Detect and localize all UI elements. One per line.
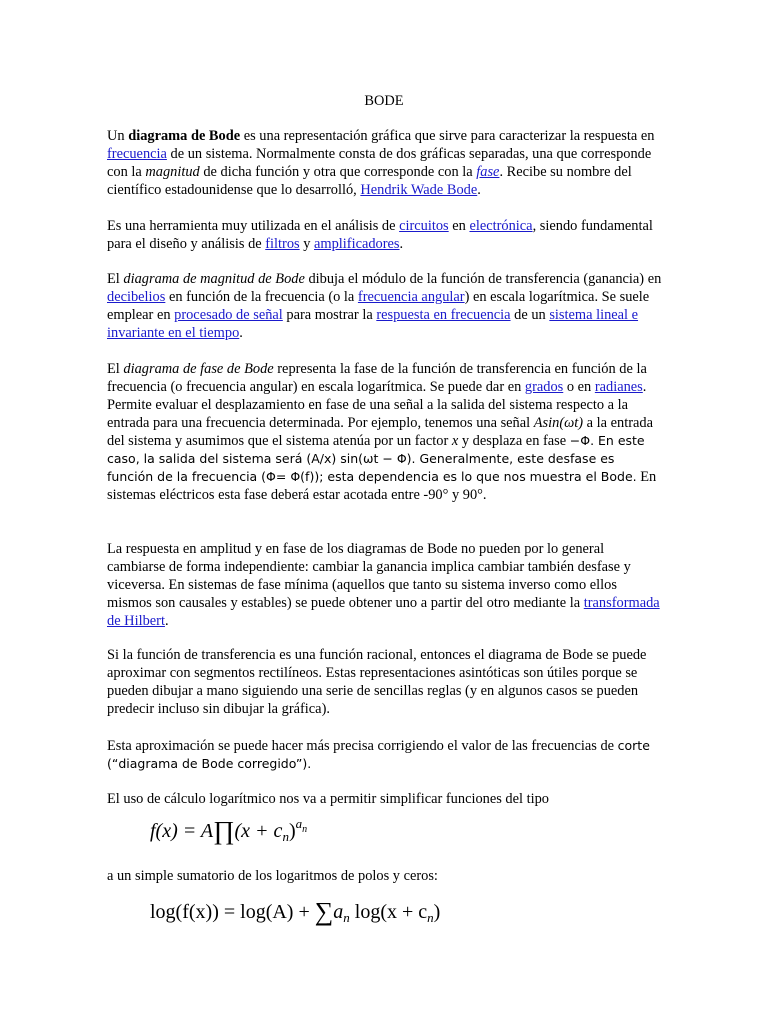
text: en función de la frecuencia (o la: [165, 289, 358, 305]
link-procesado-de-senal[interactable]: procesado de señal: [174, 307, 283, 323]
text: El: [107, 361, 124, 377]
math-variable: x: [451, 433, 459, 449]
text: representa la fase de la función de transferencia en función de la frecuencia (o frecuencia angular) en escala logarítmica. Se puede dar en: [107, 361, 647, 395]
formula-text: a: [333, 901, 344, 923]
paragraph-intro: [107, 127, 663, 199]
term-italic: diagrama de fase de Bode: [123, 361, 274, 377]
link-radianes[interactable]: radianes: [594, 379, 643, 395]
formula-subscript: n: [282, 829, 289, 844]
link-frecuencia-angular[interactable]: frecuencia angular: [357, 289, 465, 305]
text: . Recibe su nombre del científico estadounidense que lo desarrolló,: [107, 164, 632, 198]
text: y desplaza en fase: [458, 433, 570, 449]
text: y: [299, 236, 315, 252]
link-sistema-lti[interactable]: sistema lineal e invariante en el tiempo: [107, 307, 639, 341]
term-italic: diagrama de magnitud de Bode: [123, 271, 305, 287]
text: .: [399, 236, 404, 252]
formula-text: ): [433, 901, 441, 923]
formula-sum: [150, 897, 441, 926]
paragraph-sum: a un simple sumatorio de los logaritmos de polos y ceros:: [107, 868, 438, 884]
paragraph-log: El uso de cálculo logarítmico nos va a permitir simplificar funciones del tipo: [107, 791, 549, 807]
text: es una representación gráfica que sirve para caracterizar la respuesta en: [240, 128, 655, 144]
product-symbol: ∏: [213, 816, 235, 845]
sum-symbol: ∑: [314, 897, 334, 926]
term-bold: diagrama de Bode: [128, 128, 241, 144]
formula-text: f(x) = A: [150, 820, 214, 842]
paragraph-amplitude-phase: [107, 540, 663, 630]
text: .: [477, 182, 481, 198]
text: ) en escala logarítmica. Se suele emplear en: [107, 289, 650, 323]
text: dibuja el módulo de la función de transferencia (ganancia) en: [304, 271, 662, 287]
paragraph-correction: [107, 737, 663, 773]
link-decibelios[interactable]: decibelios: [107, 289, 166, 305]
paragraph-magnitude: [107, 270, 663, 342]
paragraph-asymptotic: Si la función de transferencia es una función racional, entonces el diagrama de Bode se puede aproximar con segmentos rectilíneos. Estas representaciones asintóticas son útiles porque se pueden dibujar a mano siguiendo una serie de sencillas reglas (y en algunos casos se pueden predecir incluso sin dibujar la gráfica).: [107, 647, 647, 717]
link-hendrik-wade-bode[interactable]: Hendrik Wade Bode: [360, 182, 478, 198]
formula-text: log(x + c: [349, 901, 428, 923]
text: a la entrada del sistema y asumimos que el sistema atenúa por un factor: [107, 415, 653, 449]
text: El: [107, 271, 124, 287]
term-italic: magnitud: [145, 164, 200, 180]
link-fase[interactable]: fase: [476, 164, 500, 180]
text: Esta aproximación se puede hacer más precisa corrigiendo el valor de las frecuencias de: [107, 738, 618, 754]
text: . Permite evaluar el desplazamiento en fase de una señal a la salida del sistema respecto a la entrada para una frecuencia determinada. Por ejemplo, tenemos una señal: [107, 379, 647, 431]
math-inline: −Φ: [569, 433, 591, 448]
paragraph-usage: [107, 217, 663, 253]
link-transformada-de-hilbert[interactable]: transformada de Hilbert: [107, 595, 660, 629]
link-amplificadores[interactable]: amplificadores: [314, 236, 400, 252]
text-sans: . En este caso, la salida del sistema será (A/x) sin(ωt − Φ). Generalmente, este desfase es función de la frecuencia (Φ= Φ(f)); esta dependencia es lo que nos muestra el Bode.: [107, 433, 645, 484]
text: para mostrar la: [282, 307, 377, 323]
text: .: [239, 325, 243, 341]
text: Es una herramienta muy utilizada en el análisis de: [107, 218, 400, 234]
formula-text: (x + c: [234, 820, 283, 842]
page-title: BODE: [364, 93, 404, 109]
text: .: [164, 613, 169, 629]
link-frecuencia[interactable]: frecuencia: [107, 146, 167, 162]
formula-superscript-sub: n: [302, 824, 308, 835]
formula-text: ): [288, 820, 296, 842]
link-respuesta-en-frecuencia[interactable]: respuesta en frecuencia: [376, 307, 511, 323]
text: en: [448, 218, 470, 234]
formula-superscript: a: [295, 816, 303, 831]
math-inline: Asin(ωt): [533, 415, 584, 431]
text: , siendo fundamental para el diseño y análisis de: [107, 218, 653, 252]
formula-subscript: n: [427, 910, 434, 925]
formula-text: log(f(x)) = log(A) +: [150, 901, 315, 923]
formula-subscript: n: [343, 910, 350, 925]
link-grados[interactable]: grados: [524, 379, 564, 395]
text: En sistemas eléctricos esta fase deberá estar acotada entre -90° y 90°.: [107, 469, 657, 503]
text: La respuesta en amplitud y en fase de los diagramas de Bode no pueden por lo general cambiarse de forma independiente: cambiar la ganancia implica cambiar también desfase y viceversa. En sistemas de fase mínima (aquellos que tanto su sistema inverso como ellos mismos son causales y estables) se puede obtener uno a partir del otro mediante la: [107, 541, 631, 611]
text: de un: [510, 307, 550, 323]
text: de un sistema. Normalmente consta de dos gráficas separadas, una que corresponde con la: [107, 146, 652, 180]
paragraph-phase: [107, 360, 663, 504]
text: o en: [563, 379, 595, 395]
link-filtros[interactable]: filtros: [265, 236, 300, 252]
text: de dicha función y otra que corresponde con la: [199, 164, 477, 180]
formula-product: [150, 816, 308, 845]
text-sans: corte (“diagrama de Bode corregido”).: [107, 738, 650, 771]
link-circuitos[interactable]: circuitos: [399, 218, 449, 234]
text: Un: [107, 128, 129, 144]
link-electronica[interactable]: electrónica: [469, 218, 533, 234]
